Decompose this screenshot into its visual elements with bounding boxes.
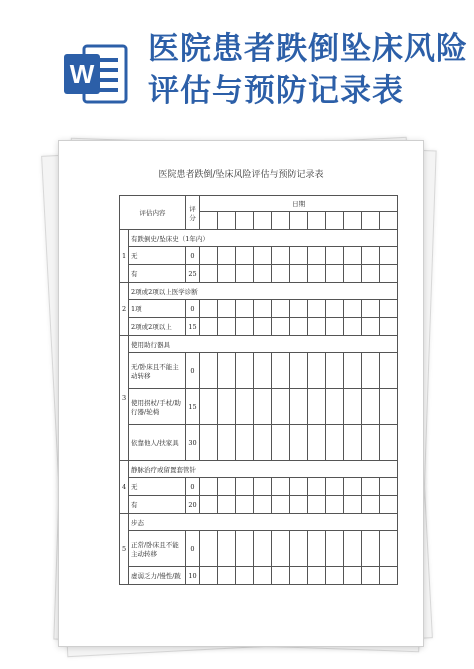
option-score: 0 — [186, 478, 200, 496]
date-cell — [290, 212, 308, 230]
section-row — [120, 461, 398, 478]
option-label: 1项 — [129, 300, 186, 318]
date-cell — [254, 300, 272, 318]
date-cell — [236, 265, 254, 283]
date-cell — [200, 247, 218, 265]
date-cell — [380, 531, 398, 567]
option-label: 正常/卧床且不能主动转移 — [129, 531, 186, 567]
date-cell — [362, 567, 380, 585]
date-cell — [272, 300, 290, 318]
date-cell — [308, 478, 326, 496]
date-cell — [308, 318, 326, 336]
date-cell — [218, 496, 236, 514]
option-row — [120, 496, 398, 514]
option-score: 0 — [186, 247, 200, 265]
date-cell — [290, 300, 308, 318]
section-title: 步态 — [129, 514, 398, 531]
date-cell — [344, 496, 362, 514]
document-page — [58, 140, 424, 647]
date-cell — [200, 531, 218, 567]
date-cell — [344, 247, 362, 265]
date-cell — [362, 478, 380, 496]
option-row — [120, 389, 398, 425]
table-header-row — [120, 196, 398, 212]
date-cell — [272, 531, 290, 567]
svg-text:W: W — [69, 59, 95, 89]
word-document-icon — [62, 40, 130, 108]
date-cell — [326, 300, 344, 318]
date-cell — [200, 425, 218, 461]
header-score — [186, 196, 200, 230]
date-cell — [290, 496, 308, 514]
header-item: 评估内容 — [120, 196, 186, 230]
date-cell — [380, 212, 398, 230]
date-cell — [326, 496, 344, 514]
date-cell — [326, 247, 344, 265]
banner — [0, 0, 474, 130]
section-row — [120, 230, 398, 247]
date-cell — [344, 265, 362, 283]
option-row — [120, 353, 398, 389]
date-cell — [344, 425, 362, 461]
date-cell — [254, 318, 272, 336]
date-cell — [326, 478, 344, 496]
date-cell — [326, 265, 344, 283]
date-cell — [344, 531, 362, 567]
date-cell — [308, 496, 326, 514]
date-cell — [326, 353, 344, 389]
option-score: 10 — [186, 567, 200, 585]
date-cell — [362, 212, 380, 230]
option-row — [120, 318, 398, 336]
date-cell — [380, 247, 398, 265]
date-cell — [308, 300, 326, 318]
section-row — [120, 336, 398, 353]
date-cell — [236, 478, 254, 496]
banner-title: 医院患者跌倒坠床风险评估与预防记录表 — [148, 31, 468, 109]
date-cell — [344, 300, 362, 318]
date-cell — [218, 567, 236, 585]
date-cell — [326, 425, 344, 461]
assessment-table — [119, 195, 398, 585]
date-cell — [308, 425, 326, 461]
date-cell — [326, 212, 344, 230]
option-label: 有 — [129, 496, 186, 514]
date-cell — [362, 353, 380, 389]
date-cell — [200, 496, 218, 514]
date-cell — [308, 389, 326, 425]
date-cell — [380, 496, 398, 514]
option-row — [120, 247, 398, 265]
date-cell — [254, 247, 272, 265]
option-label: 虚弱乏力/慢性/跛 — [129, 567, 186, 585]
option-score: 15 — [186, 389, 200, 425]
option-label: 使用拐杖/手杖/助行器/轮椅 — [129, 389, 186, 425]
date-cell — [236, 567, 254, 585]
date-cell — [326, 531, 344, 567]
date-cell — [380, 353, 398, 389]
date-cell — [308, 265, 326, 283]
date-cell — [344, 478, 362, 496]
date-cell — [362, 389, 380, 425]
date-cell — [272, 265, 290, 283]
date-cell — [254, 567, 272, 585]
date-cell — [362, 531, 380, 567]
date-cell — [236, 318, 254, 336]
date-cell — [218, 265, 236, 283]
header-score-line1: 评 — [189, 204, 196, 213]
date-cell — [308, 212, 326, 230]
date-cell — [236, 300, 254, 318]
date-cell — [200, 318, 218, 336]
date-cell — [290, 478, 308, 496]
date-cell — [308, 353, 326, 389]
date-cell — [308, 567, 326, 585]
date-cell — [362, 425, 380, 461]
date-cell — [254, 353, 272, 389]
date-cell — [200, 389, 218, 425]
date-cell — [236, 353, 254, 389]
section-title: 静脉治疗或留置套管针 — [129, 461, 398, 478]
date-cell — [236, 389, 254, 425]
section-title: 使用助行器具 — [129, 336, 398, 353]
date-cell — [218, 531, 236, 567]
date-cell — [308, 247, 326, 265]
date-cell — [362, 247, 380, 265]
date-cell — [236, 496, 254, 514]
date-cell — [272, 318, 290, 336]
section-number: 3 — [120, 336, 129, 461]
date-cell — [380, 389, 398, 425]
date-cell — [272, 567, 290, 585]
date-cell — [290, 425, 308, 461]
option-score: 0 — [186, 531, 200, 567]
date-cell — [254, 425, 272, 461]
option-row — [120, 265, 398, 283]
date-cell — [218, 212, 236, 230]
option-score: 0 — [186, 300, 200, 318]
date-cell — [218, 389, 236, 425]
section-title: 有跌倒史/坠床史（1年内） — [129, 230, 398, 247]
date-cell — [344, 353, 362, 389]
date-cell — [290, 567, 308, 585]
date-cell — [362, 318, 380, 336]
date-cell — [290, 265, 308, 283]
date-cell — [272, 212, 290, 230]
date-cell — [218, 300, 236, 318]
date-cell — [362, 496, 380, 514]
option-row — [120, 300, 398, 318]
option-label: 依靠他人/扶家具 — [129, 425, 186, 461]
date-cell — [200, 478, 218, 496]
date-cell — [272, 496, 290, 514]
date-cell — [290, 318, 308, 336]
date-cell — [272, 425, 290, 461]
date-cell — [380, 567, 398, 585]
date-cell — [380, 300, 398, 318]
section-number: 1 — [120, 230, 129, 283]
date-cell — [236, 425, 254, 461]
date-cell — [380, 425, 398, 461]
date-cell — [200, 353, 218, 389]
date-cell — [218, 318, 236, 336]
section-title: 2项或2项以上医学诊断 — [129, 283, 398, 300]
option-score: 15 — [186, 318, 200, 336]
header-date: 日期 — [200, 196, 398, 212]
date-cell — [236, 531, 254, 567]
date-cell — [290, 247, 308, 265]
date-cell — [380, 318, 398, 336]
date-cell — [236, 247, 254, 265]
date-cell — [326, 567, 344, 585]
option-row — [120, 425, 398, 461]
date-cell — [254, 389, 272, 425]
date-cell — [272, 247, 290, 265]
date-cell — [362, 265, 380, 283]
option-score: 0 — [186, 353, 200, 389]
date-cell — [380, 478, 398, 496]
date-cell — [236, 212, 254, 230]
option-label: 无 — [129, 247, 186, 265]
date-cell — [200, 212, 218, 230]
option-score: 20 — [186, 496, 200, 514]
date-cell — [326, 318, 344, 336]
option-label: 2项或2项以上 — [129, 318, 186, 336]
date-cell — [200, 567, 218, 585]
date-cell — [218, 353, 236, 389]
date-cell — [272, 389, 290, 425]
date-cell — [254, 478, 272, 496]
option-label: 有 — [129, 265, 186, 283]
date-cell — [344, 212, 362, 230]
date-cell — [290, 389, 308, 425]
date-cell — [308, 531, 326, 567]
date-cell — [272, 478, 290, 496]
section-number: 5 — [120, 514, 129, 585]
option-row — [120, 478, 398, 496]
date-cell — [362, 300, 380, 318]
option-row — [120, 531, 398, 567]
date-cell — [200, 265, 218, 283]
date-cell — [290, 353, 308, 389]
date-cell — [200, 300, 218, 318]
option-label: 无/卧床且不能主动转移 — [129, 353, 186, 389]
option-label: 无 — [129, 478, 186, 496]
date-cell — [344, 318, 362, 336]
section-number: 4 — [120, 461, 129, 514]
date-cell — [254, 265, 272, 283]
date-cell — [218, 478, 236, 496]
date-cell — [326, 389, 344, 425]
header-score-line2: 分 — [189, 213, 196, 222]
date-cell — [254, 531, 272, 567]
section-row — [120, 283, 398, 300]
date-cell — [380, 265, 398, 283]
document-title: 医院患者跌倒/坠床风险评估与预防记录表 — [158, 170, 324, 180]
date-cell — [254, 496, 272, 514]
date-cell — [344, 389, 362, 425]
date-cell — [272, 353, 290, 389]
date-cell — [290, 531, 308, 567]
option-score: 30 — [186, 425, 200, 461]
section-row — [120, 514, 398, 531]
section-number: 2 — [120, 283, 129, 336]
date-cell — [218, 247, 236, 265]
date-cell — [254, 212, 272, 230]
document-preview — [58, 140, 422, 645]
option-row — [120, 567, 398, 585]
date-cell — [344, 567, 362, 585]
option-score: 25 — [186, 265, 200, 283]
date-cell — [218, 425, 236, 461]
